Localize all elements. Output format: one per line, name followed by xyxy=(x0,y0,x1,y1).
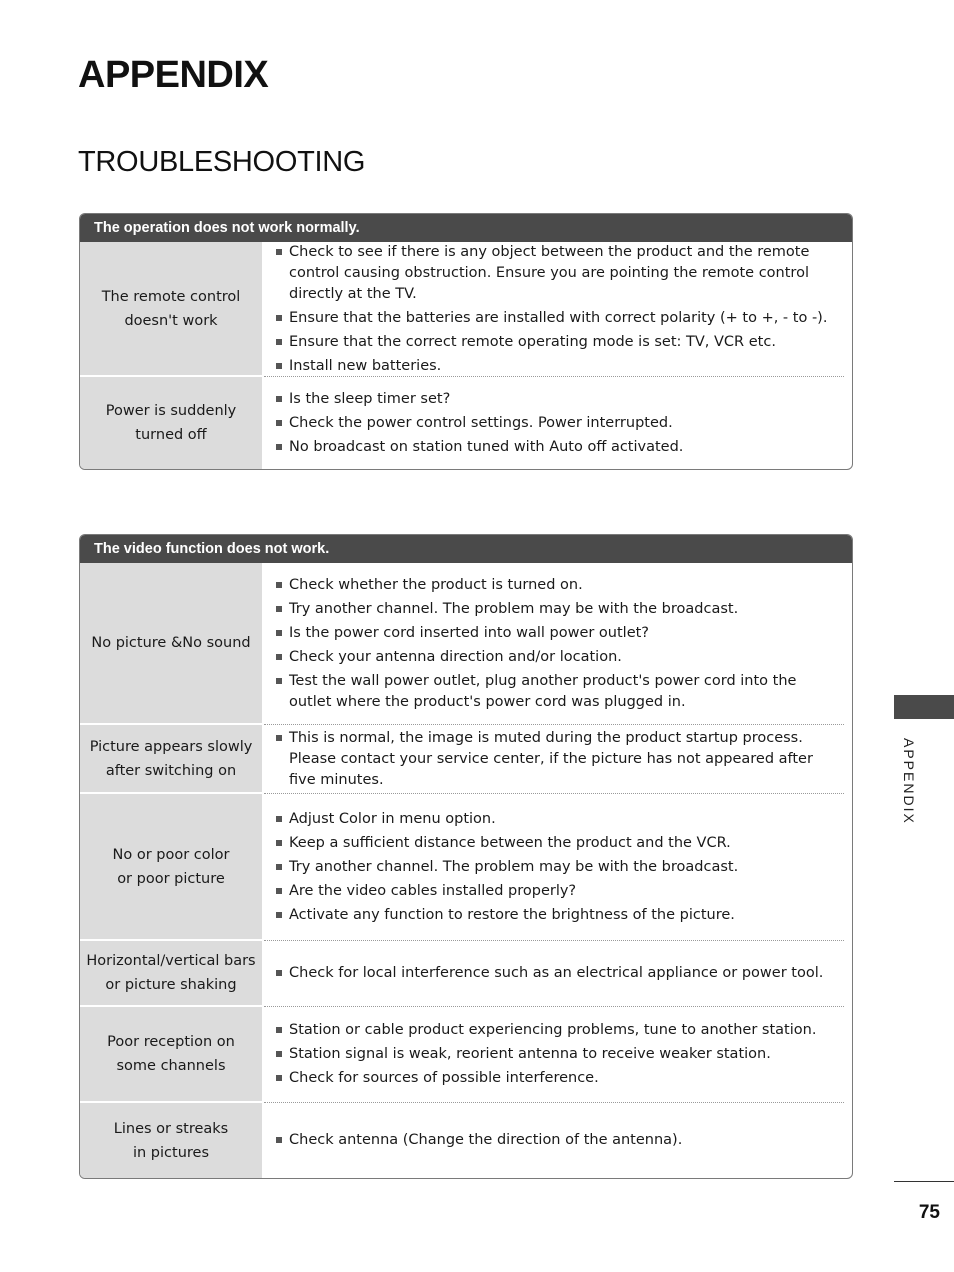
table-row xyxy=(80,242,852,377)
solution-item: Station or cable product experiencing problems, tune to another station. xyxy=(276,1020,830,1041)
troubleshooting-table-video xyxy=(79,534,853,1179)
solution-item: Try another channel. The problem may be with the broadcast. xyxy=(276,599,830,620)
solution-list xyxy=(264,377,844,469)
solution-item: Check whether the product is turned on. xyxy=(276,575,830,596)
table-row xyxy=(80,563,852,725)
symptom-label: Horizontal/vertical bars or picture shaking xyxy=(80,941,262,1007)
solution-item: Adjust Color in menu option. xyxy=(276,809,830,830)
solution-item: This is normal, the image is muted during the product startup process. Please contact your service center, if the picture has not appeared after five minutes. xyxy=(276,728,830,791)
table-row xyxy=(80,1103,852,1178)
solution-item: Ensure that the correct remote operating mode is set: TV, VCR etc. xyxy=(276,332,830,353)
table-header: The video function does not work. xyxy=(80,535,852,563)
solution-item: Check to see if there is any object between the product and the remote control causing obstruction. Ensure you are pointing the remote control directly at the TV. xyxy=(276,242,830,305)
solution-list xyxy=(264,242,844,377)
solution-item: Check antenna (Change the direction of the antenna). xyxy=(276,1130,830,1151)
solution-item: Check for sources of possible interference. xyxy=(276,1068,830,1089)
table-row xyxy=(80,794,852,941)
page-number: 75 xyxy=(918,1202,940,1223)
solution-item: Ensure that the batteries are installed with correct polarity (+ to +, - to -). xyxy=(276,308,830,329)
table-row xyxy=(80,1007,852,1103)
symptom-label: No or poor color or poor picture xyxy=(80,794,262,941)
side-section-label: APPENDIX xyxy=(901,738,917,825)
solution-item: Is the sleep timer set? xyxy=(276,389,830,410)
solution-list xyxy=(264,941,844,1007)
symptom-label: No picture &No sound xyxy=(80,563,262,725)
page-number-rule xyxy=(894,1181,954,1182)
symptom-label: Power is suddenly turned off xyxy=(80,377,262,469)
solution-item: Activate any function to restore the brightness of the picture. xyxy=(276,905,830,926)
solution-item: Are the video cables installed properly? xyxy=(276,881,830,902)
solution-item: Install new batteries. xyxy=(276,356,830,377)
solution-item: Try another channel. The problem may be with the broadcast. xyxy=(276,857,830,878)
solution-item: Check for local interference such as an electrical appliance or power tool. xyxy=(276,963,830,984)
section-title: TROUBLESHOOTING xyxy=(78,146,366,178)
troubleshooting-table-operation xyxy=(79,213,853,470)
solution-item: Test the wall power outlet, plug another product's power cord into the outlet where the product's power cord was plugged in. xyxy=(276,671,830,713)
section-tab-marker xyxy=(894,695,954,719)
symptom-label: Lines or streaks in pictures xyxy=(80,1103,262,1178)
solution-item: No broadcast on station tuned with Auto off activated. xyxy=(276,437,830,458)
table-row xyxy=(80,377,852,469)
solution-item: Is the power cord inserted into wall power outlet? xyxy=(276,623,830,644)
solution-item: Keep a sufficient distance between the product and the VCR. xyxy=(276,833,830,854)
solution-list xyxy=(264,794,844,941)
solution-item: Station signal is weak, reorient antenna to receive weaker station. xyxy=(276,1044,830,1065)
solution-item: Check your antenna direction and/or location. xyxy=(276,647,830,668)
page-title: APPENDIX xyxy=(78,54,269,96)
symptom-label: Picture appears slowly after switching on xyxy=(80,725,262,794)
table-header: The operation does not work normally. xyxy=(80,214,852,242)
solution-list xyxy=(264,725,844,794)
symptom-label: The remote control doesn't work xyxy=(80,242,262,377)
table-row xyxy=(80,725,852,794)
symptom-label: Poor reception on some channels xyxy=(80,1007,262,1103)
solution-list xyxy=(264,1007,844,1103)
solution-list xyxy=(264,1103,844,1178)
solution-item: Check the power control settings. Power interrupted. xyxy=(276,413,830,434)
solution-list xyxy=(264,563,844,725)
table-row xyxy=(80,941,852,1007)
